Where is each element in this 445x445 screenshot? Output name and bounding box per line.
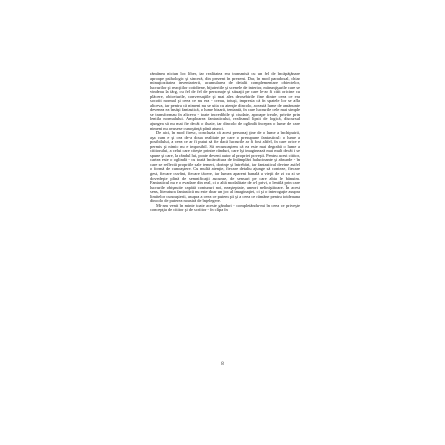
page-number: 8	[221, 362, 224, 367]
paragraph-2: De aici, în mod firesc, concluzia că acest personaj ţine de o lume a închipuirii, aşa cum e şi cea de-a doua realitate pe care o presupune fantasticul: o lume a posibilului, a ceea ce ar fi putut să fie dacă lucrurile ar fi fost altfel, în care orice e permis şi nimic nu e imposibil. Să recunoaştem că ea este mai degrabă o lume a cititorului, a celui care citeşte printre rânduri, care îşi imaginează mai mult decât i se spune şi care, la rândul lui, poate deveni autor al propriei poveşti. Pentru acest cititor, cartea este o oglindă - cu toată încărcătura de întâmplări halucinante şi absurde - în care se reflectă propriile sale temeri, dorinţe şi întrebări, iar fantasticul devine astfel o formă de cunoaştere. Cu multă atenţie, fiecare detaliu ajunge să conteze, fiecare gest, fiecare cuvânt, fiecare tăcere, iar lumea aparent banală a vieţii de zi cu zi se dovedeşte plină de semnificaţii ascunse, de sensuri pe care abia le bănuim. Fantasticul nu e o evadare din real, ci o altă modalitate de a-l privi, o lentilă prin care lucrurile obişnuite capătă contururi noi, neaşteptate, uneori neliniştitoare. În acest sens, literatura fantastică nu este doar un joc al imaginaţiei, ci şi o interogaţie asupra limitelor cunoaşterii, asupra a ceea ce putem şti şi a ceea ce rămâne pentru totdeauna dincolo de puterea noastră de înţelegere.	[150, 130, 300, 204]
paragraph-3: Mi-am venit în minte toate aceste gânduri - completându-mi în ceea ce priveşte concepţia de cititor şi de scriitor - în clipa în	[150, 202, 300, 213]
paragraph-1: rămânea niciun loc liber, iar realitatea era transmisă cu un fel de încăpăţânare aproape psihologic şi sinceră, din prezent în prezent. Dar, în mod paradoxal, chiar minuţiozitatea inventarierii, acumularea de detalii complementare obiectelor, lucrurilor şi reacţiilor cotidiene, bijuteriile şi scenele de interior, mărunţişurile care se vindeau la târg, cu fel de fel de personaje şi situaţii pe care le-ar fi citit oricine cu plăcere, obiceiurile, conversaţiile şi mai ales deosebirile fine dintre ceea ce era socotit normal şi ceea ce nu era - creau, totuşi, impresia că în spatele lor se afla altceva, iar pentru că nimeni nu se uita cu atenţie dincolo, această lume de amănunte devenea ea însăşi fantastică, o lume bizară, tentantă, în care lucrurile cele mai simple se transformau în altceva - toate incredibile şi ciudate, aproape ireale, privite prin lentila normalului. Amploarea fantasticului, realismul lipsit de logică, discursul ajungea să nu mai fie decât o iluzie, iar dincolo de oglindă începea o lume de care nimeni nu avusese cunoştinţă până atunci.	[150, 71, 300, 131]
body-text	[150, 72, 300, 213]
